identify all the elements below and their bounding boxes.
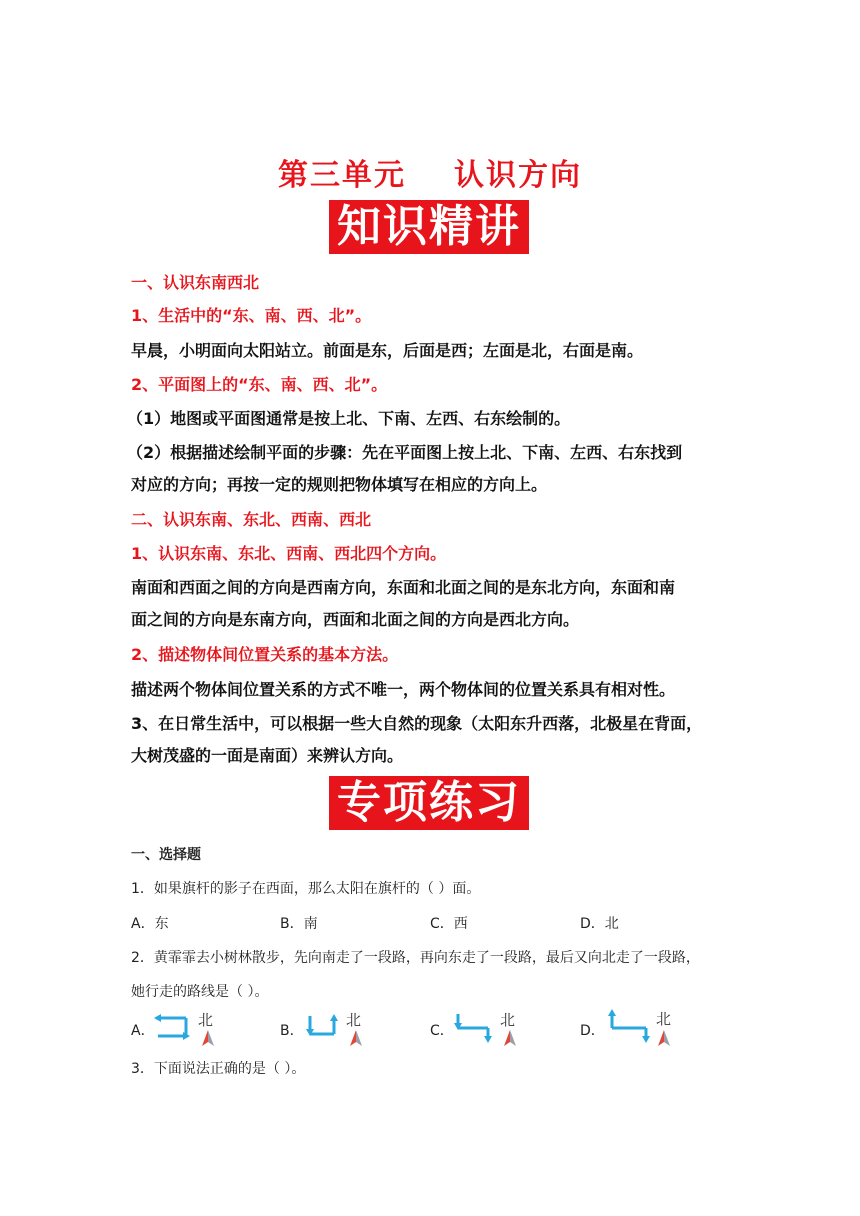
- paragraph-1: 早晨，小明面向太阳站立。前面是东，后面是西；左面是北，右面是南。: [131, 341, 644, 360]
- banner-practice: 专项练习: [329, 776, 529, 830]
- q2-option-c[interactable]: C．: [430, 1023, 454, 1039]
- heading-1-1: 1、生活中的“东、南、西、北”。: [131, 306, 372, 325]
- title-unit: 第三单元: [278, 158, 406, 193]
- q1-option-c[interactable]: C．西: [430, 916, 468, 932]
- q2-option-a[interactable]: A．: [131, 1023, 155, 1039]
- question-2-line2: 她行走的路线是（ ）。: [131, 984, 269, 1000]
- heading-1: 一、认识东南西北: [131, 273, 260, 292]
- question-3: 3．下面说法正确的是（ ）。: [131, 1061, 306, 1077]
- heading-1-2: 2、平面图上的“东、南、西、北”。: [131, 375, 388, 394]
- north-label-c: 北: [500, 1011, 516, 1029]
- paragraph-4b: 面之间的方向是东南方向，西面和北面之间的方向是西北方向。: [131, 610, 580, 629]
- banner-knowledge: 知识精讲: [329, 200, 529, 254]
- q2-option-b[interactable]: B．: [280, 1023, 304, 1039]
- page-title: [0, 150, 860, 194]
- paragraph-2: （1）地图或平面图通常是按上北、下南、左西、右东绘制的。: [127, 409, 571, 428]
- title-topic: 认识方向: [454, 158, 582, 193]
- north-label-d: 北: [656, 1010, 672, 1028]
- q1-option-b[interactable]: B．南: [280, 916, 318, 932]
- heading-2-1: 1、认识东南、东北、西南、西北四个方向。: [131, 544, 447, 563]
- heading-2: 二、认识东南、东北、西南、西北: [131, 510, 372, 529]
- q1-option-d[interactable]: D．北: [580, 916, 619, 932]
- north-label-b: 北: [346, 1011, 362, 1029]
- route-b-icon[interactable]: [300, 1008, 380, 1050]
- paragraph-4a: 南面和西面之间的方向是西南方向，东面和北面之间的是东北方向，东面和南: [131, 578, 676, 597]
- q2-option-d[interactable]: D．: [580, 1023, 605, 1039]
- route-a-icon[interactable]: [150, 1008, 230, 1050]
- section-multiple-choice: 一、选择题: [131, 847, 201, 863]
- paragraph-6b: 大树茂盛的一面是南面）来辨认方向。: [131, 746, 404, 765]
- heading-2-2: 2、描述物体间位置关系的基本方法。: [131, 645, 399, 664]
- question-2-line1: 2．黄霏霏去小树林散步，先向南走了一段路，再向东走了一段路，最后又向北走了一段路，: [131, 950, 700, 966]
- paragraph-5: 描述两个物体间位置关系的方式不唯一，两个物体间的位置关系具有相对性。: [131, 680, 676, 699]
- route-d-icon[interactable]: [600, 1006, 680, 1050]
- paragraph-6a: 3、在日常生活中，可以根据一些大自然的现象（太阳东升西落，北极星在背面，: [131, 714, 703, 733]
- q1-option-a[interactable]: A．东: [131, 916, 169, 932]
- north-label-a: 北: [198, 1011, 214, 1029]
- route-c-icon[interactable]: [450, 1008, 530, 1050]
- question-1: 1．如果旗杆的影子在西面，那么太阳在旗杆的（ ）面。: [131, 881, 481, 897]
- paragraph-3a: （2）根据描述绘制平面的步骤：先在平面图上按上北、下南、左西、右东找到: [127, 443, 683, 462]
- paragraph-3b: 对应的方向；再按一定的规则把物体填写在相应的方向上。: [131, 475, 548, 494]
